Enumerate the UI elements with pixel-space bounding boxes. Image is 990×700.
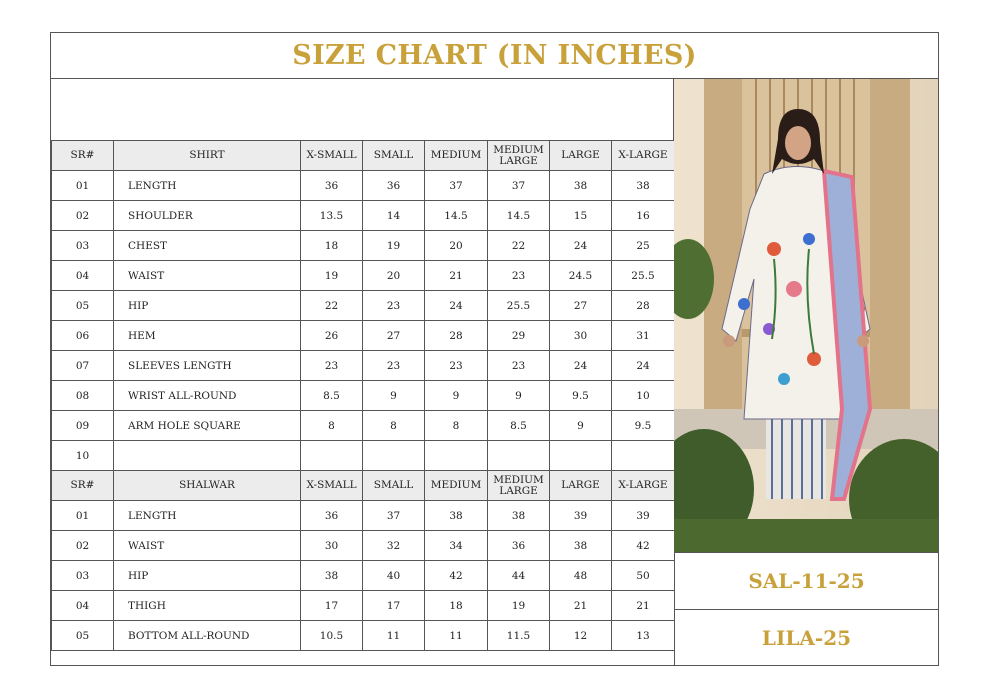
measure-value: 21 — [425, 261, 488, 291]
measure-value: 18 — [425, 591, 488, 621]
sr-cell: 02 — [52, 531, 114, 561]
measure-value: 23 — [425, 351, 488, 381]
measure-value: 21 — [550, 591, 612, 621]
table-row — [52, 171, 675, 201]
product-code-1: SAL-11-25 — [674, 553, 938, 610]
table-row — [52, 291, 675, 321]
size-table — [51, 140, 675, 651]
measure-value: 20 — [363, 261, 425, 291]
measure-name: WAIST — [114, 261, 301, 291]
measure-value: 40 — [363, 561, 425, 591]
sr-cell: 07 — [52, 351, 114, 381]
measure-value: 37 — [488, 171, 550, 201]
table-row — [52, 591, 675, 621]
sr-cell: 02 — [52, 201, 114, 231]
measure-value: 24 — [425, 291, 488, 321]
size-header: MEDIUM LARGE — [488, 471, 550, 501]
measure-value: 16 — [612, 201, 675, 231]
measure-value: 13.5 — [301, 201, 363, 231]
product-code-2: LILA-25 — [674, 610, 938, 665]
table-row — [52, 381, 675, 411]
table-row — [52, 531, 675, 561]
size-header: X-LARGE — [612, 471, 675, 501]
measure-value: 29 — [488, 321, 550, 351]
size-header: MEDIUM — [425, 471, 488, 501]
measure-value: 17 — [301, 591, 363, 621]
size-header: X-LARGE — [612, 141, 675, 171]
size-header: MEDIUM — [425, 141, 488, 171]
measure-name: ARM HOLE SQUARE — [114, 411, 301, 441]
measure-name: SHOULDER — [114, 201, 301, 231]
measure-value: 36 — [301, 501, 363, 531]
model-illustration — [674, 79, 938, 553]
measure-value: 9.5 — [550, 381, 612, 411]
measure-value: 10 — [612, 381, 675, 411]
sr-cell: 04 — [52, 591, 114, 621]
table-row — [52, 501, 675, 531]
sr-header: SR# — [52, 471, 114, 501]
measure-value: 36 — [301, 171, 363, 201]
size-header: X-SMALL — [301, 141, 363, 171]
measure-value: 36 — [363, 171, 425, 201]
measure-value: 24 — [612, 351, 675, 381]
sr-cell: 10 — [52, 441, 114, 471]
measure-value: 28 — [425, 321, 488, 351]
measure-value: 12 — [550, 621, 612, 651]
measure-value: 23 — [363, 351, 425, 381]
measure-name: WRIST ALL-ROUND — [114, 381, 301, 411]
measure-value: 27 — [550, 291, 612, 321]
table-row — [52, 351, 675, 381]
measure-value: 39 — [612, 501, 675, 531]
product-photo — [674, 79, 938, 553]
measure-value: 38 — [425, 501, 488, 531]
measure-name — [114, 441, 301, 471]
table-row — [52, 621, 675, 651]
measure-value: 30 — [550, 321, 612, 351]
measure-value: 10.5 — [301, 621, 363, 651]
size-header: LARGE — [550, 471, 612, 501]
sr-cell: 09 — [52, 411, 114, 441]
sr-cell: 04 — [52, 261, 114, 291]
measure-name: HIP — [114, 291, 301, 321]
measure-value: 8.5 — [488, 411, 550, 441]
measure-value: 13 — [612, 621, 675, 651]
measure-value: 37 — [363, 501, 425, 531]
measure-name: CHEST — [114, 231, 301, 261]
measure-value: 11 — [363, 621, 425, 651]
measure-value: 8.5 — [301, 381, 363, 411]
measure-name: WAIST — [114, 531, 301, 561]
measure-value: 9 — [425, 381, 488, 411]
measure-value — [301, 441, 363, 471]
measure-name: SLEEVES LENGTH — [114, 351, 301, 381]
measure-value: 9.5 — [612, 411, 675, 441]
measure-value: 28 — [612, 291, 675, 321]
measure-value: 48 — [550, 561, 612, 591]
page-title: SIZE CHART (IN INCHES) — [51, 33, 938, 79]
blank-area — [51, 79, 674, 140]
measure-value: 14.5 — [488, 201, 550, 231]
measure-name: HIP — [114, 561, 301, 591]
measure-value: 23 — [488, 351, 550, 381]
measure-name: BOTTOM ALL-ROUND — [114, 621, 301, 651]
measure-value: 22 — [301, 291, 363, 321]
sr-cell: 05 — [52, 621, 114, 651]
size-header: LARGE — [550, 141, 612, 171]
measure-value: 23 — [488, 261, 550, 291]
measure-value: 25.5 — [488, 291, 550, 321]
measure-value: 31 — [612, 321, 675, 351]
measure-value: 36 — [488, 531, 550, 561]
table-row — [52, 231, 675, 261]
measure-value: 8 — [425, 411, 488, 441]
size-header: SMALL — [363, 141, 425, 171]
size-header: MEDIUM LARGE — [488, 141, 550, 171]
measure-value: 19 — [488, 591, 550, 621]
measure-value: 25 — [612, 231, 675, 261]
sr-cell: 01 — [52, 501, 114, 531]
sr-cell: 03 — [52, 231, 114, 261]
measure-value: 20 — [425, 231, 488, 261]
sr-cell: 03 — [52, 561, 114, 591]
measure-value: 23 — [363, 291, 425, 321]
measure-value: 9 — [550, 411, 612, 441]
shirt-header: SHIRT — [114, 141, 301, 171]
measure-value: 50 — [612, 561, 675, 591]
measure-value: 34 — [425, 531, 488, 561]
size-header: SMALL — [363, 471, 425, 501]
shirt-header-row — [52, 141, 675, 171]
measure-value: 19 — [301, 261, 363, 291]
shalwar-header: SHALWAR — [114, 471, 301, 501]
measure-value — [550, 441, 612, 471]
table-row — [52, 321, 675, 351]
measure-value: 42 — [612, 531, 675, 561]
measure-value: 23 — [301, 351, 363, 381]
sr-header: SR# — [52, 141, 114, 171]
measure-value: 38 — [301, 561, 363, 591]
measure-name: HEM — [114, 321, 301, 351]
measure-value — [612, 441, 675, 471]
measure-value: 24 — [550, 351, 612, 381]
measure-name: LENGTH — [114, 501, 301, 531]
size-chart-frame — [50, 32, 939, 666]
table-row — [52, 201, 675, 231]
measure-value: 18 — [301, 231, 363, 261]
table-row — [52, 411, 675, 441]
measure-value: 26 — [301, 321, 363, 351]
table-row — [52, 261, 675, 291]
measure-value: 38 — [488, 501, 550, 531]
measure-value: 22 — [488, 231, 550, 261]
table-row — [52, 561, 675, 591]
shalwar-header-row — [52, 471, 675, 501]
measure-value: 11 — [425, 621, 488, 651]
sr-cell: 01 — [52, 171, 114, 201]
measure-value: 25.5 — [612, 261, 675, 291]
sr-cell: 05 — [52, 291, 114, 321]
measure-value: 17 — [363, 591, 425, 621]
measure-value: 44 — [488, 561, 550, 591]
measure-value: 8 — [363, 411, 425, 441]
measure-value: 21 — [612, 591, 675, 621]
measure-value: 15 — [550, 201, 612, 231]
measure-value: 24.5 — [550, 261, 612, 291]
measure-value — [363, 441, 425, 471]
measure-value: 24 — [550, 231, 612, 261]
sr-cell: 08 — [52, 381, 114, 411]
measure-value: 9 — [363, 381, 425, 411]
measure-value: 32 — [363, 531, 425, 561]
size-header: X-SMALL — [301, 471, 363, 501]
measure-value: 39 — [550, 501, 612, 531]
measure-value: 19 — [363, 231, 425, 261]
measure-value: 37 — [425, 171, 488, 201]
table-row — [52, 441, 675, 471]
measure-value: 14.5 — [425, 201, 488, 231]
measure-value: 42 — [425, 561, 488, 591]
measure-value: 30 — [301, 531, 363, 561]
measure-value: 8 — [301, 411, 363, 441]
measure-value: 38 — [550, 531, 612, 561]
measure-value: 27 — [363, 321, 425, 351]
measure-name: LENGTH — [114, 171, 301, 201]
measure-value: 38 — [612, 171, 675, 201]
measure-value: 11.5 — [488, 621, 550, 651]
measure-value — [488, 441, 550, 471]
measure-value: 14 — [363, 201, 425, 231]
measure-value: 9 — [488, 381, 550, 411]
measure-value — [425, 441, 488, 471]
measure-value: 38 — [550, 171, 612, 201]
sr-cell: 06 — [52, 321, 114, 351]
measure-name: THIGH — [114, 591, 301, 621]
